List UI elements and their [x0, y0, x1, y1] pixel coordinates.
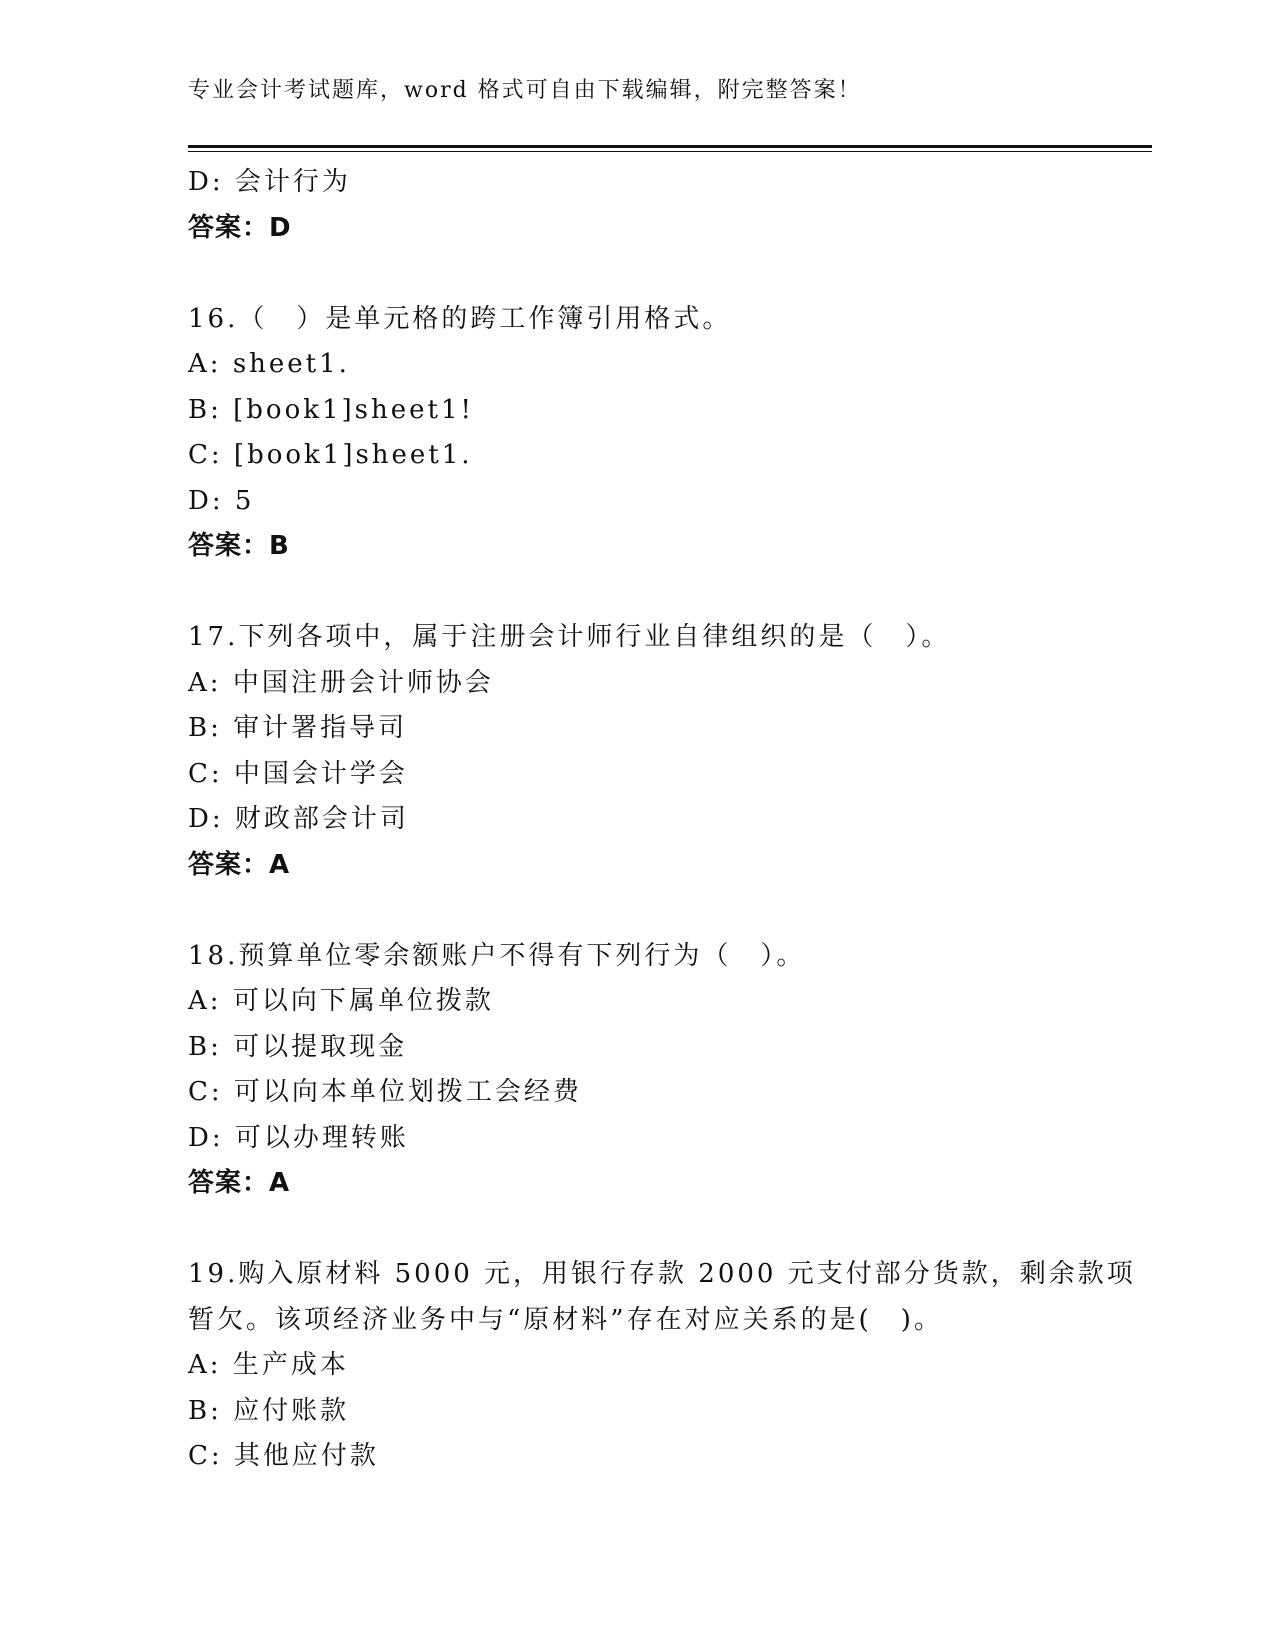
answer: 答案：A — [188, 849, 291, 880]
option-a — [188, 661, 1088, 707]
option-b — [188, 706, 1088, 752]
option-d — [188, 797, 1088, 843]
option-label: C: — [188, 1077, 223, 1107]
option-label: D: — [188, 167, 224, 197]
option-text: 其他应付款 — [233, 1441, 379, 1471]
answer: 答案：A — [188, 1168, 291, 1198]
option-b — [188, 1025, 1088, 1071]
question-19 — [188, 1252, 1136, 1480]
option-label: B: — [188, 713, 222, 743]
option-text: 审计署指导司 — [233, 713, 408, 743]
option-label: A: — [188, 986, 222, 1016]
option-label: D: — [188, 804, 224, 834]
answer: 答案：D — [188, 212, 292, 243]
option-label: A: — [188, 667, 222, 698]
question-stem-line-1: 19.购入原材料 5000 元，用银行存款 2000 元支付部分货款，剩余款项 — [188, 1259, 1136, 1289]
option-text: 5 — [234, 485, 255, 516]
option-a — [188, 1343, 1088, 1389]
option-label: A: — [188, 349, 222, 379]
option-d — [188, 1116, 1088, 1162]
header-divider-thin — [188, 151, 1152, 152]
partial-question — [188, 160, 1088, 251]
option-b — [188, 388, 1088, 434]
option-text: 可以提取现金 — [233, 1031, 408, 1062]
question-stem: 16.（ ）是单元格的跨工作簿引用格式。 — [188, 303, 732, 334]
option-label: A: — [188, 1350, 222, 1380]
option-label: D: — [188, 485, 224, 516]
option-text: 可以向下属单位拨款 — [232, 986, 494, 1016]
option-c — [188, 752, 1088, 798]
option-text: 财政部会计司 — [234, 804, 409, 834]
question-stem: 18.预算单位零余额账户不得有下列行为（ ）。 — [188, 940, 806, 971]
option-label: C: — [188, 1441, 223, 1471]
option-d — [188, 479, 1088, 525]
option-text: [book1]sheet1. — [233, 440, 473, 470]
option-a — [188, 979, 1088, 1025]
question-17 — [188, 615, 1088, 888]
option-text: 中国注册会计师协会 — [232, 667, 494, 698]
answer: 答案：B — [188, 531, 290, 561]
option-label: B: — [188, 1031, 222, 1062]
option-label: D: — [188, 1122, 224, 1153]
option-text: [book1]sheet1! — [233, 394, 474, 425]
option-text: sheet1. — [232, 349, 350, 379]
question-stem: 17.下列各项中，属于注册会计师行业自律组织的是（ ）。 — [188, 622, 951, 652]
option-a — [188, 342, 1088, 388]
option-c — [188, 1434, 1088, 1480]
question-stem-line-2: 暂欠。该项经济业务中与“原材料”存在对应关系的是( )。 — [188, 1304, 943, 1335]
question-16 — [188, 297, 1088, 570]
option-c — [188, 1070, 1088, 1116]
option-label: B: — [188, 394, 222, 425]
option-label: C: — [188, 440, 223, 470]
option-text: 可以办理转账 — [234, 1122, 409, 1153]
option-label: B: — [188, 1395, 222, 1426]
option-text: 可以向本单位划拨工会经费 — [233, 1077, 582, 1107]
page-header: 专业会计考试题库，word 格式可自由下载编辑，附完整答案！ — [188, 78, 862, 103]
option-label: C: — [188, 758, 223, 789]
option-text: 会计行为 — [234, 167, 351, 197]
question-list — [188, 160, 1136, 1480]
header-divider-thick — [188, 145, 1152, 148]
option-text: 生产成本 — [232, 1350, 349, 1380]
option-d — [188, 160, 1088, 206]
option-b — [188, 1389, 1088, 1435]
option-c — [188, 433, 1088, 479]
option-text: 中国会计学会 — [233, 758, 408, 789]
question-18 — [188, 934, 1088, 1207]
option-text: 应付账款 — [233, 1395, 350, 1426]
